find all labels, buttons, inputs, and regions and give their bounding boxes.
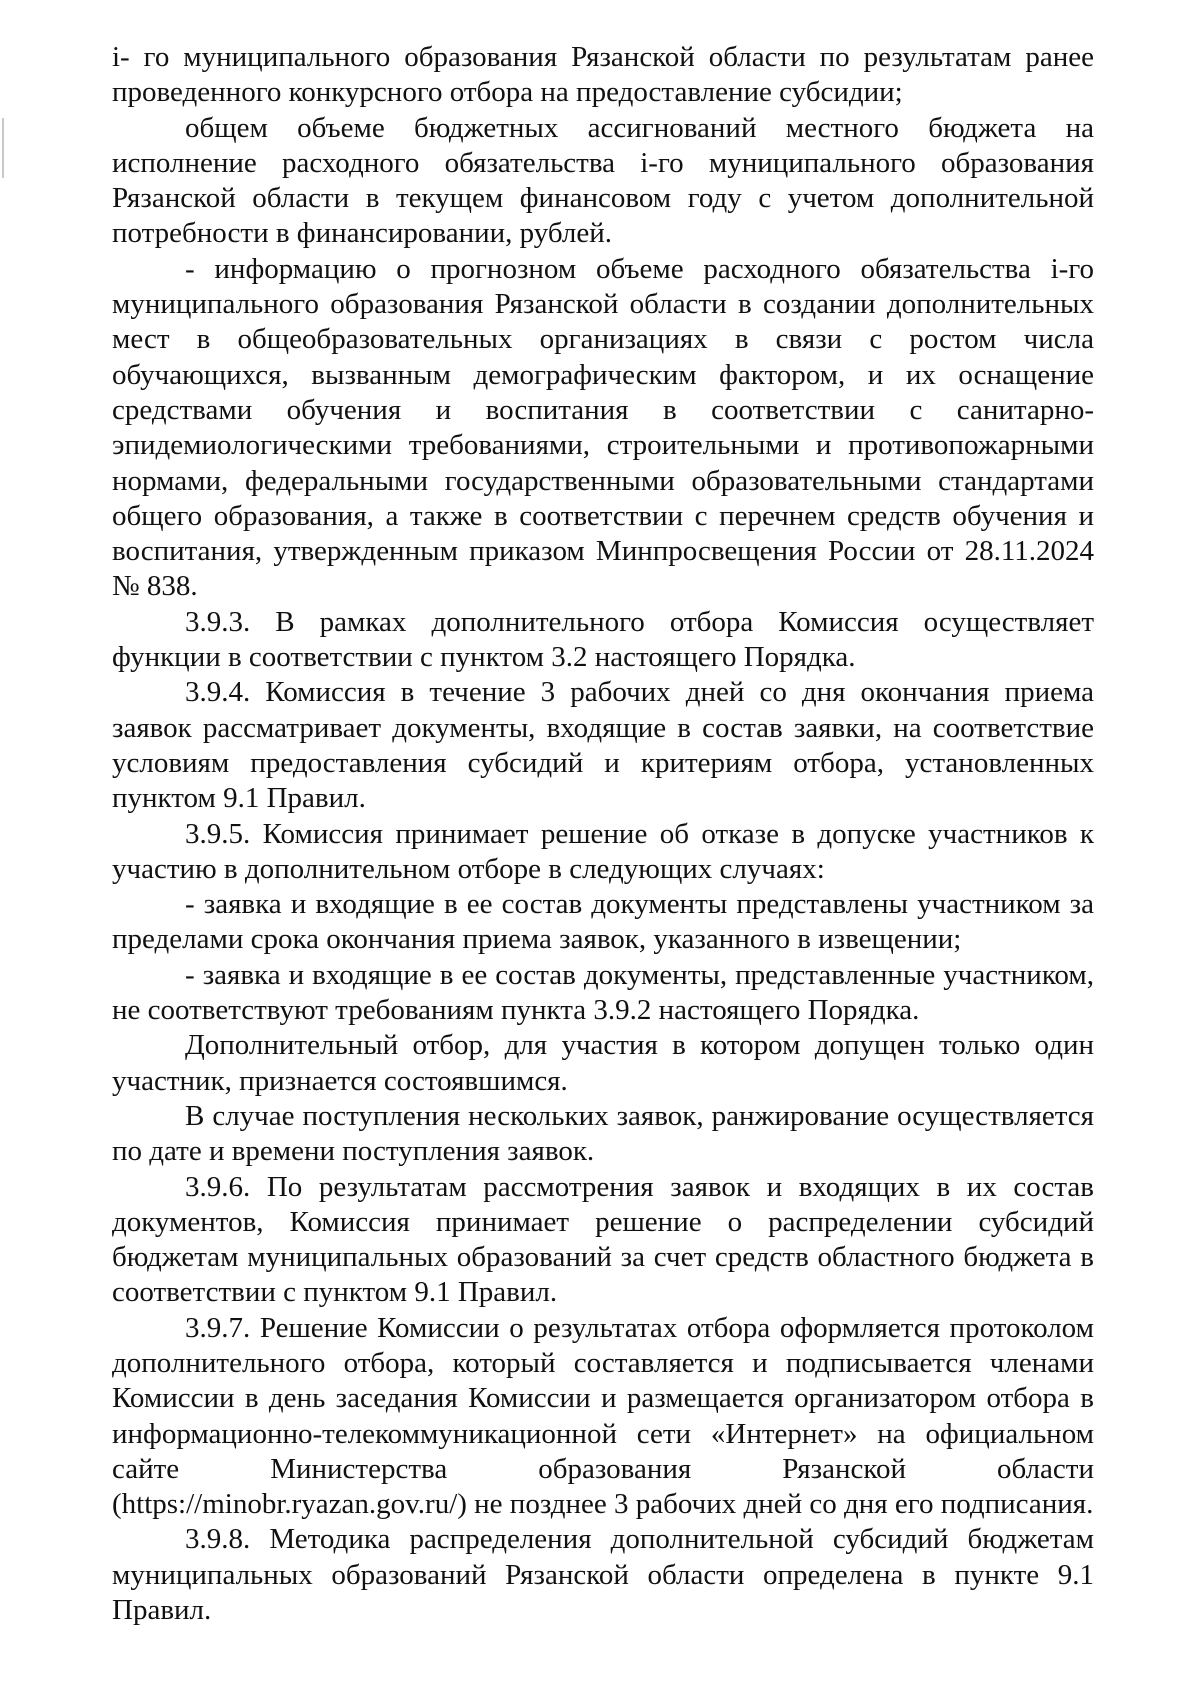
paragraph-3-9-3: 3.9.3. В рамках дополнительного отбора Комиссия осуществляет функции в соответствии с пунктом 3.2 настоящего Порядка. bbox=[112, 605, 1094, 674]
paragraph-3-9-5: 3.9.5. Комиссия принимает решение об отказе в допуске участников к участию в дополнительном отборе в следующих случаях: bbox=[112, 817, 1094, 885]
paragraph-budget-volume: общем объеме бюджетных ассигнований местного бюджета на исполнение расходного обязательства i-го муниципального образования Рязанской области в текущем финансовом году с учетом дополнительной потребности в финансировании, рублей. bbox=[112, 111, 1094, 250]
paragraph-ranking: В случае поступления нескольких заявок, ранжирование осуществляется по дате и времени поступления заявок. bbox=[112, 1099, 1094, 1168]
paragraph-3-9-4: 3.9.4. Комиссия в течение 3 рабочих дней со дня окончания приема заявок рассматривает документы, входящие в состав заявки, на соответствие условиям предоставления субсидий и критериям отбора, установленных пунктом 9.1 Правил. bbox=[112, 676, 1094, 815]
paragraph-single-participant: Дополнительный отбор, для участия в котором допущен только один участник, признается состоявшимся. bbox=[112, 1029, 1094, 1097]
list-item-noncompliance: - заявка и входящие в ее состав документы, представленные участником, не соответствуют требованиям пункта 3.9.2 настоящего Порядка. bbox=[112, 958, 1094, 1027]
list-item-late-submission: - заявка и входящие в ее состав документы представлены участником за пределами срока окончания приема заявок, указанного в извещении; bbox=[112, 888, 1094, 956]
scan-edge-mark bbox=[2, 118, 4, 178]
paragraph-3-9-6: 3.9.6. По результатам рассмотрения заявок и входящих в их состав документов, Комиссия принимает решение о распределении субсидий бюджетам муниципальных образований за счет средств областного бюджета в соответствии с пунктом 9.1 Правил. bbox=[112, 1170, 1094, 1309]
paragraph-forecast-info: - информацию о прогнозном объеме расходного обязательства i-го муниципального образования Рязанской области в создании дополнительных мест в общеобразовательных организациях в связи с ростом числа обучающихся, вызванным демографическим фактором, и их оснащение средствами обучения и воспитания в соответствии с санитарно-эпидемиологическими требованиями, строительными и противопожарными нормами, федеральными государственными образовательными стандартами общего образования, а также в соответствии с перечнем средств обучения и воспитания, утвержденным приказом Минпросвещения России от 28.11.2024 № 838. bbox=[112, 252, 1094, 603]
document-page bbox=[112, 40, 1094, 1628]
paragraph-continuation: i- го муниципального образования Рязанской области по результатам ранее проведенного конкурсного отбора на предоставление субсидии; bbox=[112, 41, 1094, 109]
paragraph-3-9-7: 3.9.7. Решение Комиссии о результатах отбора оформляется протоколом дополнительного отбора, который составляется и подписывается членами Комиссии в день заседания Комиссии и размещается организатором отбора в информационно-телекоммуникационной сети «Интернет» на официальном сайте Министерства образования Рязанской области (https://minobr.ryazan.gov.ru/) не позднее 3 рабочих дней со дня его подписания. bbox=[112, 1311, 1094, 1521]
paragraph-3-9-8: 3.9.8. Методика распределения дополнительной субсидий бюджетам муниципальных образований Рязанской области определена в пункте 9.1 Правил. bbox=[112, 1523, 1094, 1627]
